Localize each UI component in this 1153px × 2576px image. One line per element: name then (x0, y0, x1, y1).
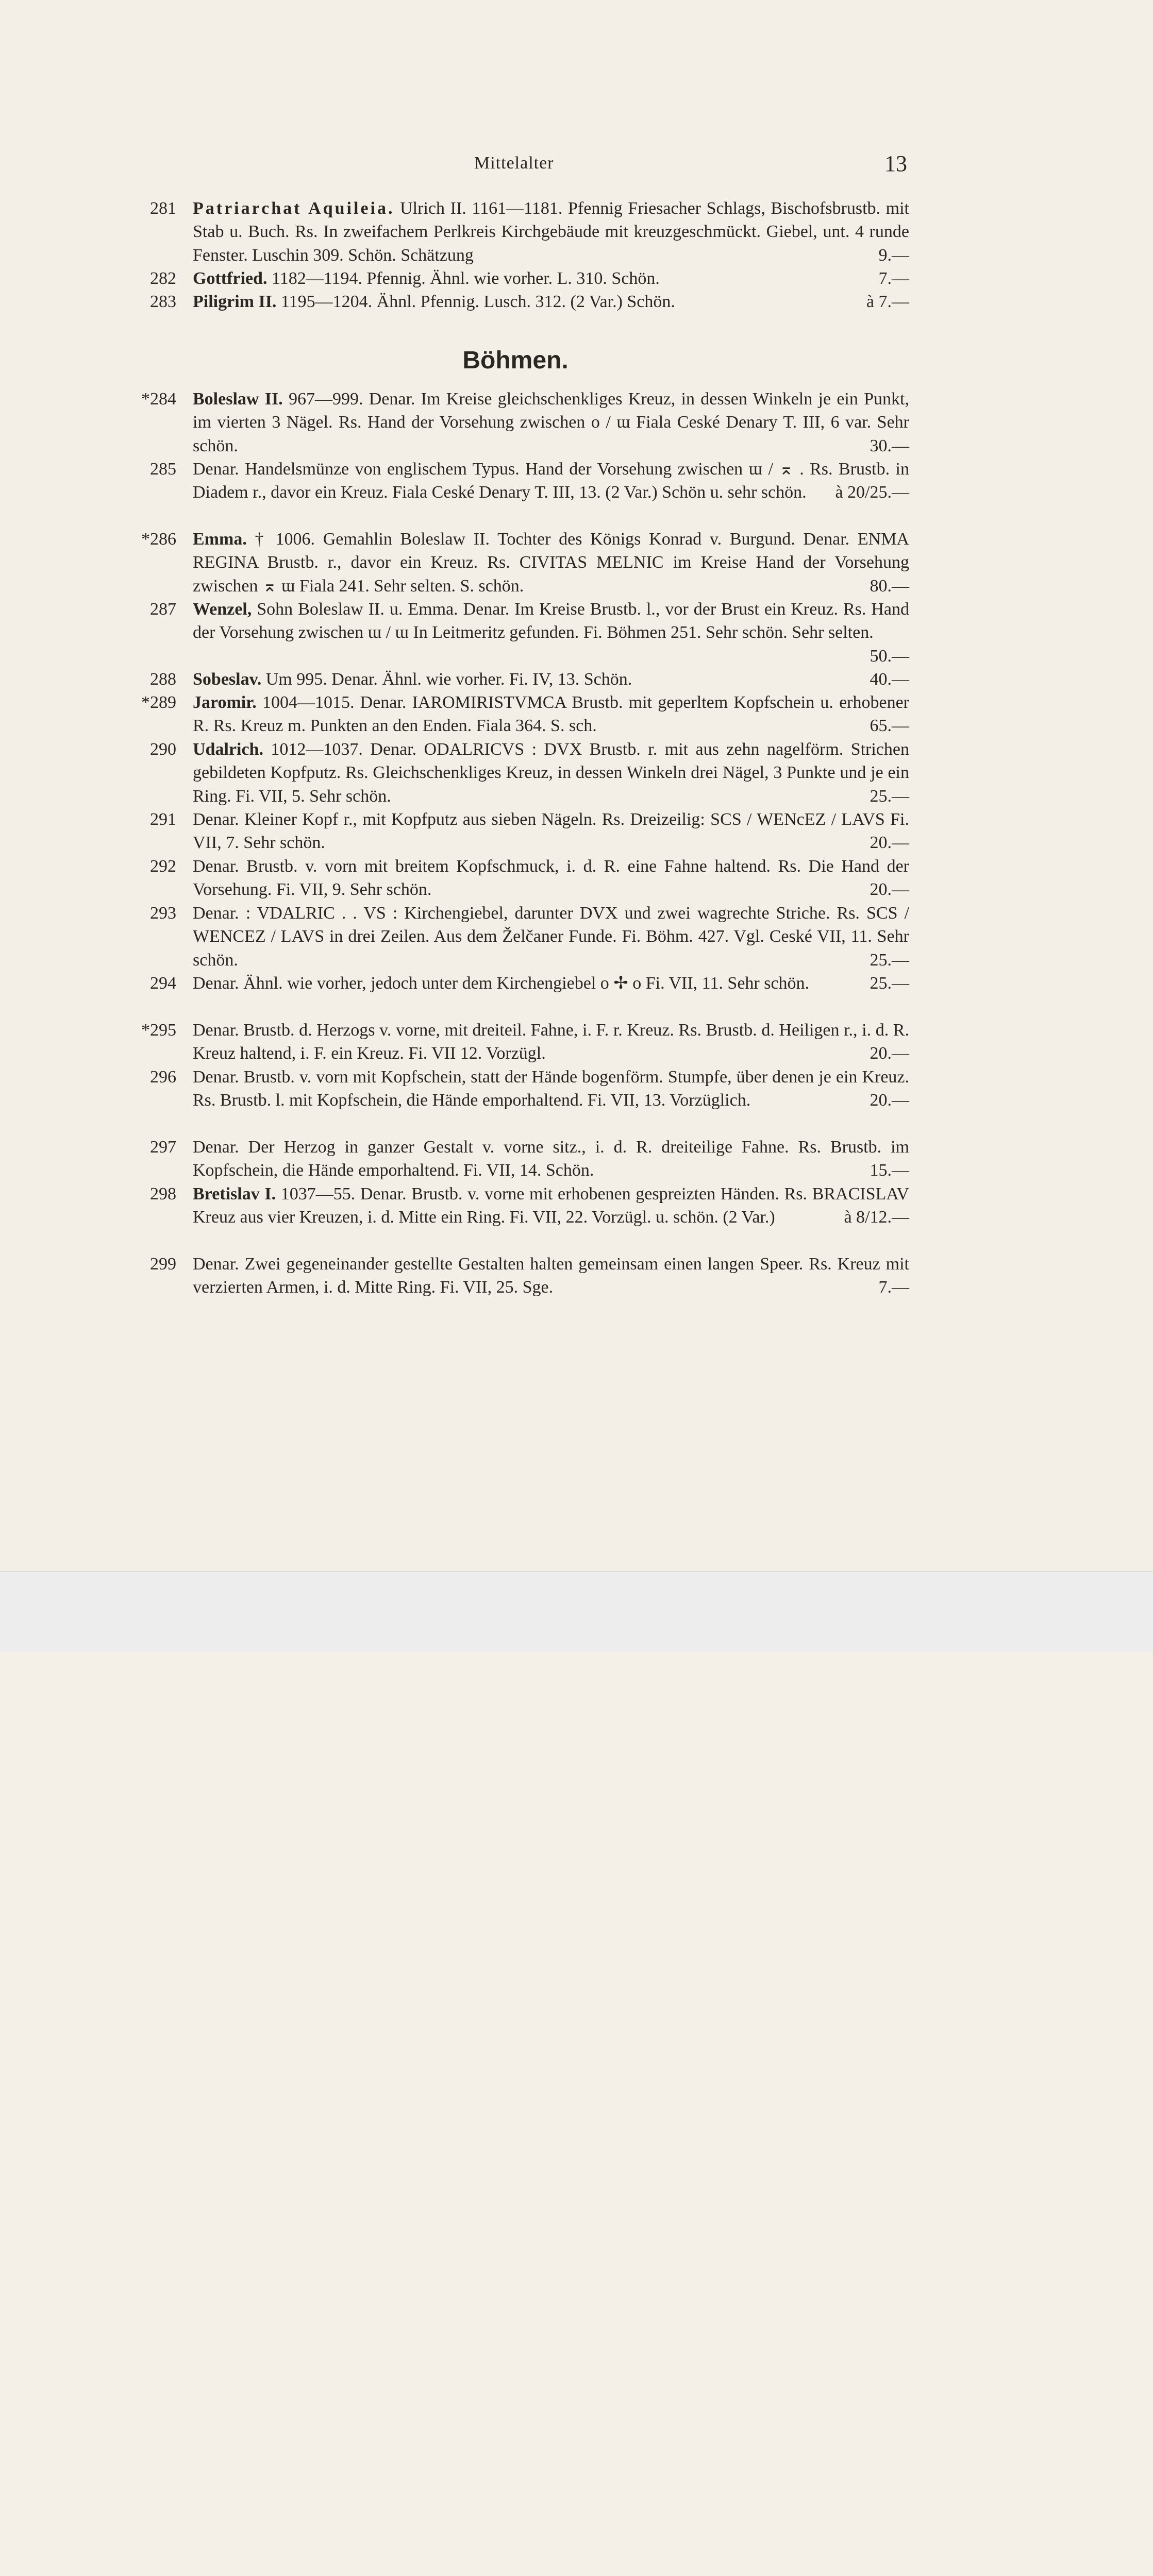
lot-price: 25.— (870, 974, 909, 993)
lot-description (193, 1065, 909, 1112)
lot-number: 283 (150, 292, 176, 311)
lot-price: 20.— (870, 1044, 909, 1063)
lot-text: Denar. Brustb. v. vorn mit Kopfschein, statt der Hände bogenförm. Stumpfe, über denen je ein Kreuz. Rs. Brustb. l. mit Kopfschein, die Hände emporhaltend. Fi. VII, 13. Vorzüglich. (193, 1067, 909, 1110)
lot-price: 25.— (870, 950, 909, 970)
lot-price: 25.— (870, 786, 909, 806)
ruler-name: Gottfried. (193, 269, 268, 288)
ruler-name: Bretislav I. (193, 1184, 276, 1204)
lot-description (193, 1252, 909, 1299)
lot-description (193, 738, 909, 808)
lot-text: 1004—1015. Denar. IAROMIRISTVMCA Brustb. mit geperltem Kopfschein u. erhobener R. Rs. Kreuz m. Punkten an den Enden. Fiala 364. S. sch. (193, 693, 909, 736)
lot-price: à 7.— (866, 292, 909, 311)
lot-description (193, 1136, 909, 1182)
ruler-name: Boleslaw II. (193, 389, 283, 409)
lot-text: 967—999. Denar. Im Kreise gleichschenkliges Kreuz, in dessen Winkeln je ein Punkt, im vierten 3 Nägel. Rs. Hand der Vorsehung zwischen o / ɯ Fiala Ceské Denary T. III, 6 var. Sehr schön. (193, 389, 909, 455)
ruler-name: Piligrim II. (193, 292, 277, 311)
running-title: Mittelalter (474, 154, 554, 173)
section-title: Böhmen. (462, 347, 569, 374)
lot-description (193, 290, 909, 313)
lot-price: 15.— (870, 1161, 909, 1180)
lot-text: 1195—1204. Ähnl. Pfennig. Lusch. 312. (2 Var.) Schön. (276, 292, 675, 311)
lot-number: *286 (141, 530, 176, 549)
lot-text: 1037—55. Denar. Brustb. v. vorne mit erhobenen gespreizten Händen. Rs. BRACISLAV Kreuz aus vier Kreuzen, i. d. Mitte ein Ring. Fi. VII, 22. Vorzügl. u. schön. (2 Var.) (193, 1184, 909, 1227)
lot-number: 288 (150, 670, 176, 689)
ruler-name: Emma. (193, 530, 247, 549)
lot-description (193, 598, 909, 668)
lot-description (193, 668, 909, 691)
lot-number: 297 (150, 1138, 176, 1157)
lot-number: 282 (150, 269, 176, 288)
lot-number: 298 (150, 1184, 176, 1204)
lot-text: Denar. Handelsmünze von englischem Typus. Hand der Vorsehung zwischen ɯ / ⌅ . Rs. Brustb. in Diadem r., davor ein Kreuz. Fiala Ceské Denary T. III, 13. (2 Var.) Schön u. sehr schön. (193, 460, 909, 502)
lot-number: 291 (150, 810, 176, 829)
lot-price: 40.— (870, 670, 909, 689)
lot-number: 292 (150, 857, 176, 876)
lot-text: Denar. : VDALRIC . . VS : Kirchengiebel, darunter DVX und zwei wagrechte Striche. Rs. SCS / WENCEZ / LAVS in drei Zeilen. Aus dem Želčaner Funde. Fi. Böhm. 427. Vgl. Ceské VII, 11. Sehr schön. (193, 904, 909, 970)
lot-description (193, 855, 909, 902)
lot-number: 285 (150, 460, 176, 479)
ruler-name: Jaromir. (193, 693, 257, 712)
lot-text: Ulrich II. 1161—1181. Pfennig Friesacher Schlags, Bischofsbrustb. mit Stab u. Buch. Rs. In zweifachem Perlkreis Kirchgebäude mit kreuzgeschmückt. Giebel, unt. 4 runde Fenster. Luschin 309. Schön. Schätzung (193, 199, 910, 265)
lot-number: 290 (150, 740, 176, 759)
lot-description (193, 197, 909, 267)
lot-number: *289 (141, 693, 176, 712)
lot-text: Denar. Zwei gegeneinander gestellte Gestalten halten gemeinsam einen langen Speer. Rs. Kreuz mit verzierten Armen, i. d. Mitte Ring. Fi. VII, 25. Sge. (193, 1255, 909, 1297)
lot-number: 293 (150, 904, 176, 923)
ruler-name: Wenzel, (193, 600, 252, 619)
lot-number: 287 (150, 600, 176, 619)
page-number: 13 (884, 151, 907, 176)
lot-text: Denar. Brustb. v. vorn mit breitem Kopfschmuck, i. d. R. eine Fahne haltend. Rs. Die Hand der Vorsehung. Fi. VII, 9. Sehr schön. (193, 857, 909, 900)
lot-description (193, 387, 909, 457)
lot-price: 65.— (870, 716, 909, 736)
lot-description (193, 1182, 909, 1229)
ruler-name: Sobeslav. (193, 670, 262, 689)
lot-text: 1182—1194. Pfennig. Ähnl. wie vorher. L. 310. Schön. (267, 269, 660, 288)
lot-price: 9.— (878, 245, 909, 265)
lot-price: à 20/25.— (835, 483, 909, 502)
lot-price: 7.— (878, 1278, 909, 1297)
lot-description (193, 1019, 909, 1065)
lot-number: 296 (150, 1067, 176, 1087)
lot-number: *295 (141, 1021, 176, 1040)
lot-text: Um 995. Denar. Ähnl. wie vorher. Fi. IV, 13. Schön. (261, 670, 632, 689)
lot-price: 80.— (870, 576, 909, 596)
lot-price: 20.— (870, 833, 909, 853)
lot-number: 294 (150, 974, 176, 993)
lot-description (193, 972, 909, 995)
lot-description (193, 808, 909, 855)
lot-text: Denar. Der Herzog in ganzer Gestalt v. vorne sitz., i. d. R. dreiteilige Fahne. Rs. Brustb. im Kopfschein, die Hände emporhaltend. Fi. VII, 14. Schön. (193, 1138, 909, 1180)
ruler-name: Patriarchat Aquileia. (193, 199, 395, 218)
lot-price: 20.— (870, 1091, 909, 1110)
ruler-name: Udalrich. (193, 740, 263, 759)
lot-price: 50.— (870, 646, 909, 666)
lot-text: Denar. Ähnl. wie vorher, jedoch unter dem Kirchengiebel o ✢ o Fi. VII, 11. Sehr schön. (193, 974, 810, 993)
lot-price: 30.— (870, 436, 909, 455)
lot-price: à 8/12.— (844, 1208, 909, 1227)
lot-number: 299 (150, 1255, 176, 1274)
lot-text: Denar. Brustb. d. Herzogs v. vorne, mit dreiteil. Fahne, i. F. r. Kreuz. Rs. Brustb. d. Heiligen r., i. d. R. Kreuz haltend, i. F. ein Kreuz. Fi. VII 12. Vorzügl. (193, 1021, 909, 1063)
lot-description (193, 457, 909, 504)
lot-price: 20.— (870, 880, 909, 900)
lot-description (193, 691, 909, 738)
lot-text: Sohn Boleslaw II. u. Emma. Denar. Im Kreise Brustb. l., vor der Brust ein Kreuz. Rs. Hand der Vorsehung zwischen ɯ / ɯ In Leitmeritz gefunden. Fi. Böhmen 251. Sehr schön. Sehr selten. (193, 600, 909, 642)
viewer-footer (0, 1571, 1153, 1652)
lot-description (193, 902, 909, 972)
lot-text: † 1006. Gemahlin Boleslaw II. Tochter des Königs Konrad v. Burgund. Denar. ENMA REGINA Brustb. r., davor ein Kreuz. Rs. CIVITAS MELNIC im Kreise Hand der Vorsehung zwischen ⌅ ɯ Fiala 241. Sehr selten. S. schön. (193, 530, 909, 596)
lot-price: 7.— (878, 269, 909, 288)
lot-text: Denar. Kleiner Kopf r., mit Kopfputz aus sieben Nägeln. Rs. Dreizeilig: SCS / WENcEZ / LAVS Fi. VII, 7. Sehr schön. (193, 810, 909, 853)
lot-text: 1012—1037. Denar. ODALRICVS : DVX Brustb. r. mit aus zehn nagelförm. Strichen gebildeten Kopfputz. Rs. Gleichschenkliges Kreuz, in dessen Winkeln drei Nägel, 3 Punkte und je ein Ring. Fi. VII, 5. Sehr schön. (193, 740, 909, 806)
lot-number: 281 (150, 199, 176, 218)
lot-description (193, 267, 909, 290)
lot-number: *284 (141, 389, 176, 409)
lot-description (193, 528, 909, 598)
